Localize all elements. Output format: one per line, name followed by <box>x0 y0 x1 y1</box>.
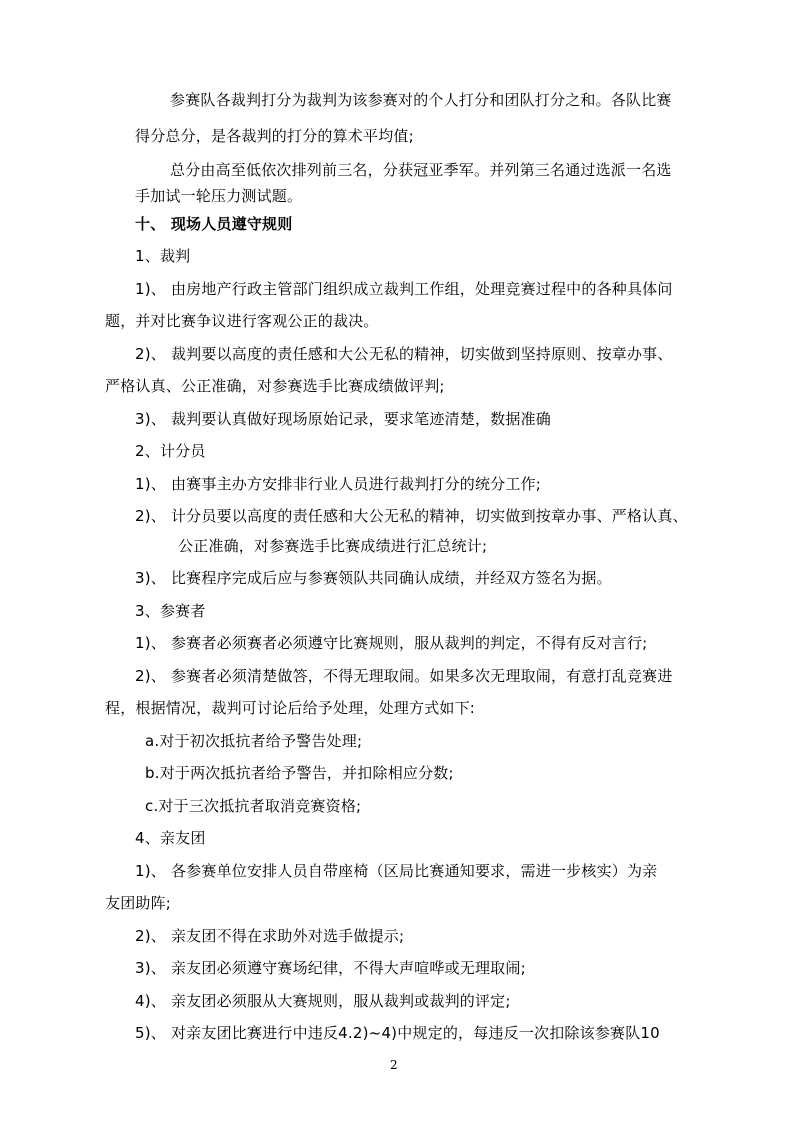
paragraph-line: 手加试一轮压力测试题。 <box>135 187 303 205</box>
page-number: 2 <box>390 1058 398 1072</box>
paragraph-line: 总分由高至低依次排列前三名，分获冠亚季军。并列第三名通过选派一名选 <box>170 161 672 179</box>
paragraph-line: 3)、 比赛程序完成后应与参赛领队共同确认成绩，并经双方签名为据。 <box>135 569 612 587</box>
paragraph-line: 得分总分，是各裁判的打分的算术平均值; <box>135 127 414 145</box>
subsection-heading: 2、计分员 <box>135 442 206 460</box>
paragraph-line: 1)、 参赛者必须赛者必须遵守比赛规则，服从裁判的判定，不得有反对言行; <box>135 634 648 652</box>
subsection-heading: 3、参赛者 <box>135 602 206 620</box>
subsection-heading: 1、裁判 <box>135 247 191 265</box>
paragraph-line: 2)、 计分员要以高度的责任感和大公无私的精神，切实做到按章办事、严格认真、 <box>135 507 688 525</box>
paragraph-line: 1)、 由赛事主办方安排非行业人员进行裁判打分的统分工作; <box>135 475 542 493</box>
paragraph-line: 2)、 裁判要以高度的责任感和大公无私的精神，切实做到坚持原则、按章办事、 <box>135 345 673 363</box>
paragraph-line: 严格认真、公正准确，对参赛选手比赛成绩做评判; <box>105 377 445 395</box>
paragraph-line: 2)、 亲友团不得在求助外对选手做提示; <box>135 927 405 945</box>
list-item: a.对于初次抵抗者给予警告处理; <box>145 732 363 750</box>
paragraph-line: 参赛队各裁判打分为裁判为该参赛对的个人打分和团队打分之和。各队比赛 <box>170 91 672 109</box>
list-item: c.对于三次抵抗者取消竞赛资格; <box>145 797 362 815</box>
list-item: b.对于两次抵抗者给予警告，并扣除相应分数; <box>145 764 454 782</box>
paragraph-line: 公正准确，对参赛选手比赛成绩进行汇总统计; <box>178 537 488 555</box>
paragraph-line: 1)、 各参赛单位安排人员自带座椅（区局比赛通知要求，需进一步核实）为亲 <box>135 862 658 880</box>
paragraph-line: 友团助阵; <box>105 894 172 912</box>
paragraph-line: 1)、 由房地产行政主管部门组织成立裁判工作组，处理竞赛过程中的各种具体问 <box>135 280 673 298</box>
paragraph-line: 3)、 裁判要认真做好现场原始记录，要求笔迹清楚，数据准确 <box>135 410 551 428</box>
paragraph-line: 4)、 亲友团必须服从大赛规则，服从裁判或裁判的评定; <box>135 992 511 1010</box>
paragraph-line: 5)、 对亲友团比赛进行中违反4.2)~4)中规定的，每违反一次扣除该参赛队10 <box>135 1024 660 1042</box>
subsection-heading: 4、亲友团 <box>135 829 206 847</box>
section-heading: 十、 现场人员遵守规则 <box>135 215 293 233</box>
paragraph-line: 题，并对比赛争议进行客观公正的裁决。 <box>105 312 379 330</box>
paragraph-line: 程，根据情况，裁判可讨论后给予处理，处理方式如下: <box>105 699 476 717</box>
paragraph-line: 2)、 参赛者必须清楚做答，不得无理取闹。如果多次无理取闹，有意打乱竞赛进 <box>135 667 673 685</box>
paragraph-line: 3)、 亲友团必须遵守赛场纪律，不得大声喧哗或无理取闹; <box>135 959 526 977</box>
